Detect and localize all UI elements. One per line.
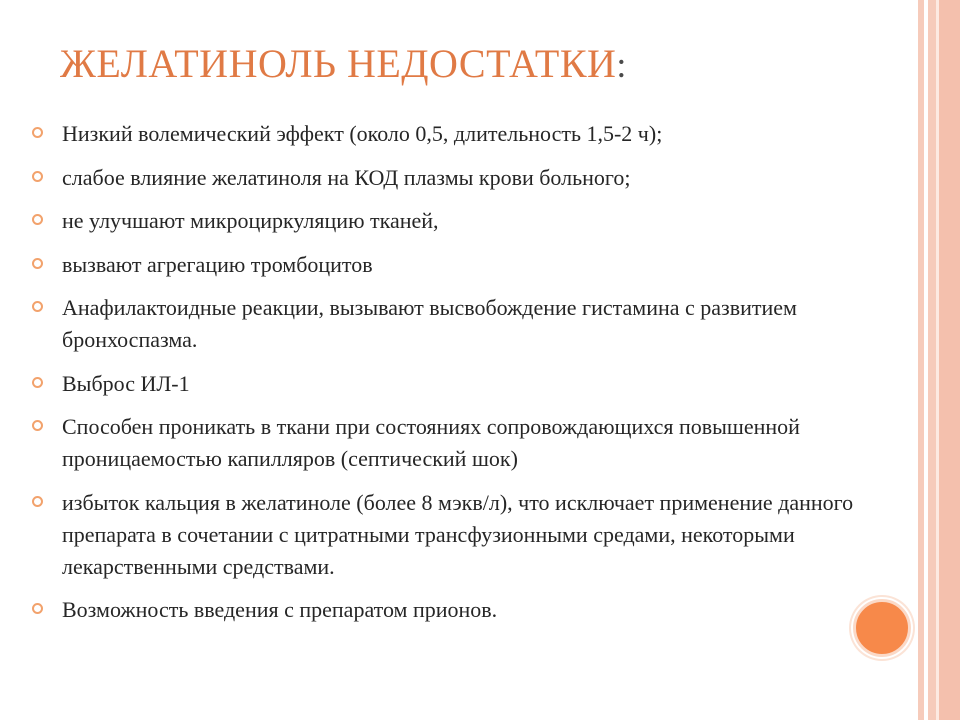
bullet-text: слабое влияние желатиноля на КОД плазмы крови больного; xyxy=(62,164,631,190)
decorative-orange-circle xyxy=(853,599,911,657)
bullet-text: Способен проникать в ткани при состояниях сопровождающихся повышенной проницаемостью капилляров (септический шок) xyxy=(62,414,800,471)
slide-title-text: ЖЕЛАТИНОЛЬ НЕДОСТАТКИ xyxy=(60,41,617,86)
bullet-circle-icon xyxy=(32,301,43,312)
bullet-list xyxy=(32,118,872,638)
bullet-circle-icon xyxy=(32,603,43,614)
bullet-text: избыток кальция в желатиноле (более 8 мэкв/л), что исключает применение данного препарата в сочетании с цитратными трансфузионными средами, некоторыми лекарственными средствами. xyxy=(62,489,854,579)
bullet-circle-icon xyxy=(32,127,43,138)
bullet-circle-icon xyxy=(32,420,43,431)
bullet-item xyxy=(32,292,872,356)
slide-title xyxy=(60,40,627,87)
bullet-item xyxy=(32,594,872,626)
bullet-text: вызвают агрегацию тромбоцитов xyxy=(62,251,373,277)
bullet-circle-icon xyxy=(32,258,43,269)
bullet-item xyxy=(32,118,872,150)
bullet-text: Низкий волемический эффект (около 0,5, длительность 1,5-2 ч); xyxy=(62,121,663,146)
bullet-text: Выброс ИЛ-1 xyxy=(62,370,190,396)
bullet-circle-icon xyxy=(32,214,43,225)
bullet-item xyxy=(32,205,872,237)
bullet-item xyxy=(32,249,872,281)
bullet-text: Анафилактоидные реакции, вызывают высвобождение гистамина с развитием бронхоспазма. xyxy=(62,295,797,352)
bullet-item xyxy=(32,487,872,583)
bullet-circle-icon xyxy=(32,496,43,507)
decorative-side-stripes xyxy=(918,0,960,720)
side-stripe xyxy=(939,0,960,720)
bullet-circle-icon xyxy=(32,377,43,388)
bullet-item xyxy=(32,162,872,194)
slide-title-colon: : xyxy=(616,45,627,85)
bullet-circle-icon xyxy=(32,171,43,182)
bullet-item xyxy=(32,411,872,475)
side-stripe xyxy=(928,0,936,720)
bullet-text: Возможность введения с препаратом прионов. xyxy=(62,597,498,622)
bullet-text: не улучшают микроциркуляцию тканей, xyxy=(62,208,439,233)
bullet-item xyxy=(32,368,872,400)
